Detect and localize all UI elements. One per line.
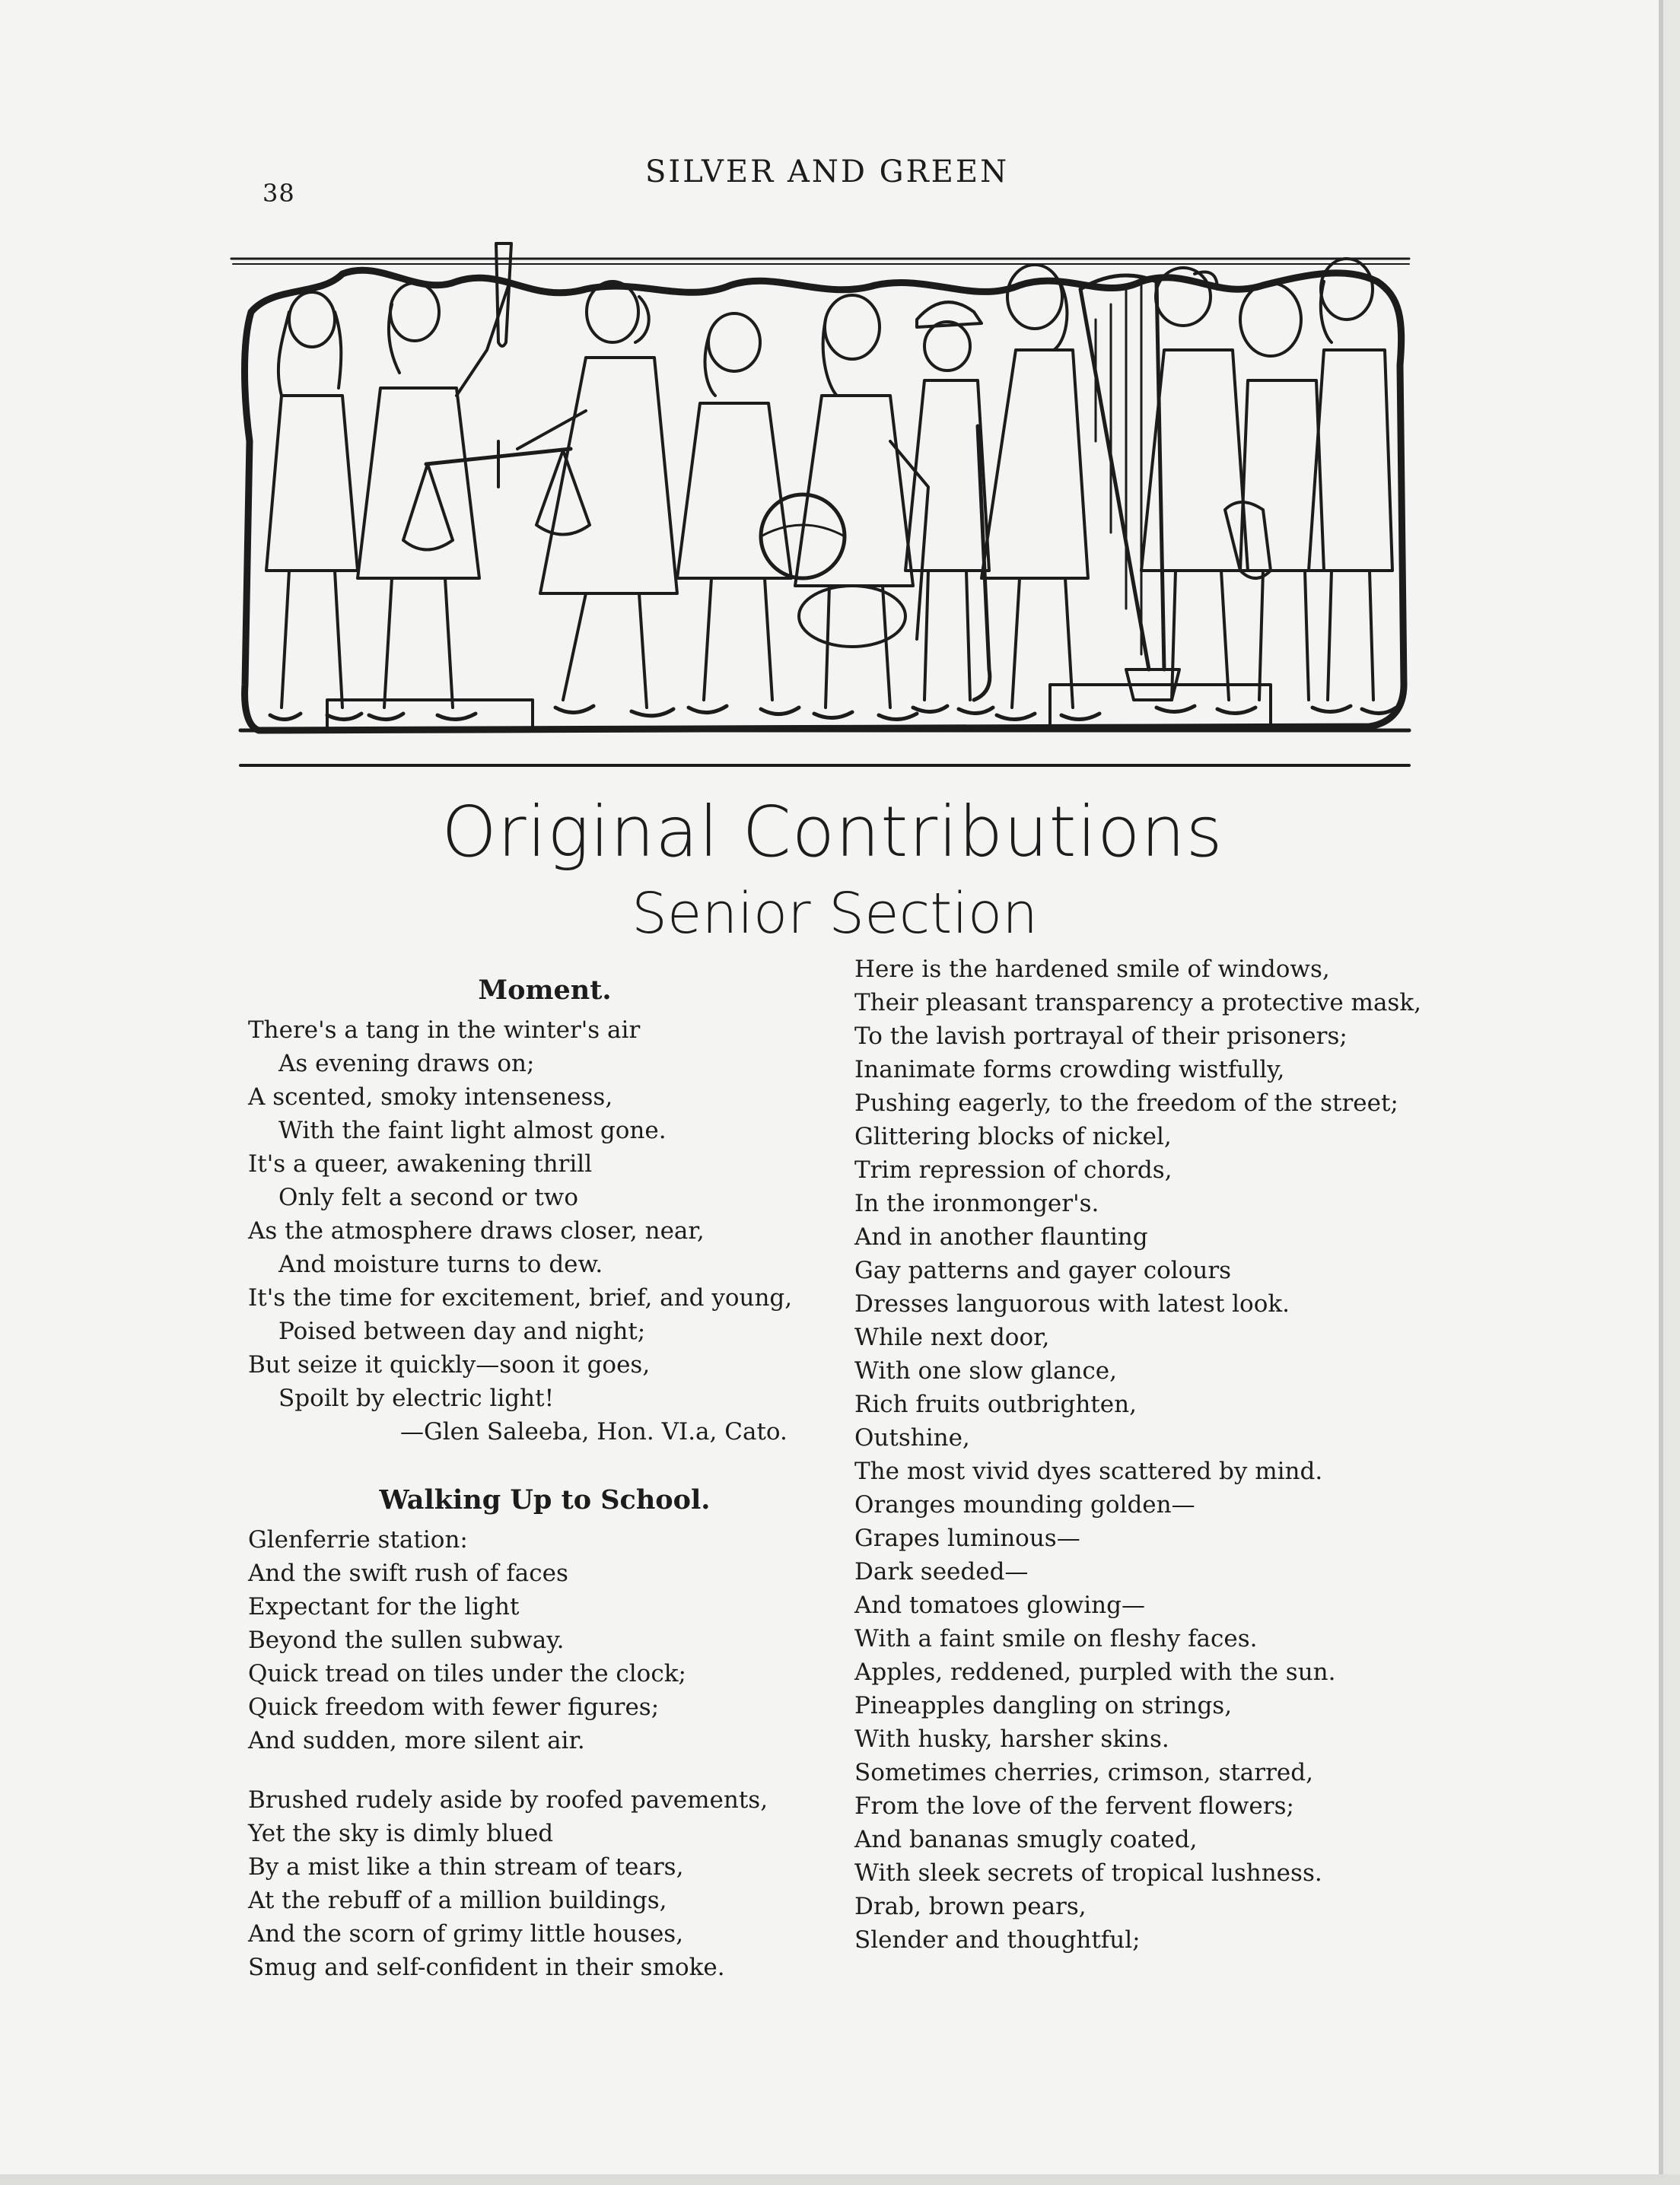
poem-line: There's a tang in the winter's air [248,1016,641,1044]
poem-line: With husky, harsher skins. [854,1725,1169,1753]
poem-line: Trim repression of chords, [854,1156,1172,1184]
poem-line: And moisture turns to dew. [278,1251,603,1278]
poem-line: And sudden, more silent air. [248,1727,585,1754]
poem-line: Slender and thoughtful; [854,1926,1141,1954]
poem-line: Inanimate forms crowding wistfully, [854,1056,1285,1083]
poem-line: Brushed rudely aside by roofed pavements, [248,1786,768,1814]
poem-line: As the atmosphere draws closer, near, [248,1217,705,1245]
poem-line: Smug and self-confident in their smoke. [248,1954,725,1981]
poem-line: Drab, brown pears, [854,1893,1087,1920]
section-subtitle: Senior Section [631,881,1039,946]
poem-line: To the lavish portrayal of their prisoners; [854,1023,1348,1050]
poem-line: Spoilt by electric light! [278,1385,555,1412]
poem-line: It's a queer, awakening thrill [248,1150,593,1178]
poem-line: Apples, reddened, purpled with the sun. [854,1659,1336,1686]
poem-title-moment: Moment. [478,975,612,1006]
poem-line: Quick freedom with fewer figures; [248,1694,660,1721]
poem-line: With a faint smile on fleshy faces. [854,1625,1258,1652]
poem-line: In the ironmonger's. [854,1190,1099,1217]
poem-line: While next door, [854,1324,1050,1351]
poem-line: Oranges mounding golden— [854,1491,1195,1519]
poem-line: Glittering blocks of nickel, [854,1123,1172,1150]
poem-line: And in another flaunting [854,1223,1148,1251]
left-column [248,974,842,1984]
stanza-break [248,1757,842,1783]
poem-line: And bananas smugly coated, [854,1826,1198,1853]
poem-line: Dresses languorous with latest look. [854,1290,1290,1318]
poem-line: Poised between day and night; [278,1318,646,1345]
poem-line: Expectant for the light [248,1593,520,1620]
poem-line: Gay patterns and gayer colours [854,1257,1232,1284]
poem-line: As evening draws on; [278,1050,535,1077]
poem-line: Outshine, [854,1424,970,1452]
poem-line: Beyond the sullen subway. [248,1627,565,1654]
poem-line: With sleek secrets of tropical lushness. [854,1859,1322,1887]
poem-line: Here is the hardened smile of windows, [854,956,1330,983]
poem-line: Glenferrie station: [248,1526,468,1554]
page-margin-shadow [1663,0,1680,2185]
page-bottom-edge [0,2174,1680,2185]
frieze-illustration [228,213,1415,776]
poem-line: Pineapples dangling on strings, [854,1692,1233,1719]
poem-line: It's the time for excitement, brief, and young, [248,1284,793,1312]
poem-line: But seize it quickly—soon it goes, [248,1351,651,1379]
poem-line: Sometimes cherries, crimson, starred, [854,1759,1313,1786]
poem-byline: —Glen Saleeba, Hon. VI.a, Cato. [400,1418,788,1446]
poem-line: Quick tread on tiles under the clock; [248,1660,686,1687]
section-title: Original Contributions [441,791,1223,873]
poem-line: Yet the sky is dimly blued [248,1820,554,1847]
poem-line: With one slow glance, [854,1357,1117,1385]
running-head: SILVER AND GREEN [645,154,1010,189]
poem-line: And the swift rush of faces [248,1560,568,1587]
poem-line: And tomatoes glowing— [854,1592,1145,1619]
poem-line: By a mist like a thin stream of tears, [248,1853,684,1881]
poem-line: With the faint light almost gone. [278,1117,667,1144]
poem-line: Dark seeded— [854,1558,1029,1585]
poem-line: A scented, smoky intenseness, [248,1083,613,1111]
page-binding-edge [1659,0,1663,2185]
poem-line: And the scorn of grimy little houses, [248,1920,684,1948]
poem-line: Grapes luminous— [854,1525,1080,1552]
poem-line: Only felt a second or two [278,1184,578,1211]
poem-title-walking: Walking Up to School. [379,1484,711,1516]
poem-line: Their pleasant transparency a protective mask, [854,989,1421,1016]
poem-line: From the love of the fervent flowers; [854,1792,1294,1820]
page-number: 38 [262,179,295,208]
poem-line: Pushing eagerly, to the freedom of the street; [854,1089,1398,1117]
poem-line: Rich fruits outbrighten, [854,1391,1137,1418]
poem-line: The most vivid dyes scattered by mind. [854,1458,1323,1485]
right-column [854,953,1494,1957]
poem-line: At the rebuff of a million buildings, [248,1887,667,1914]
